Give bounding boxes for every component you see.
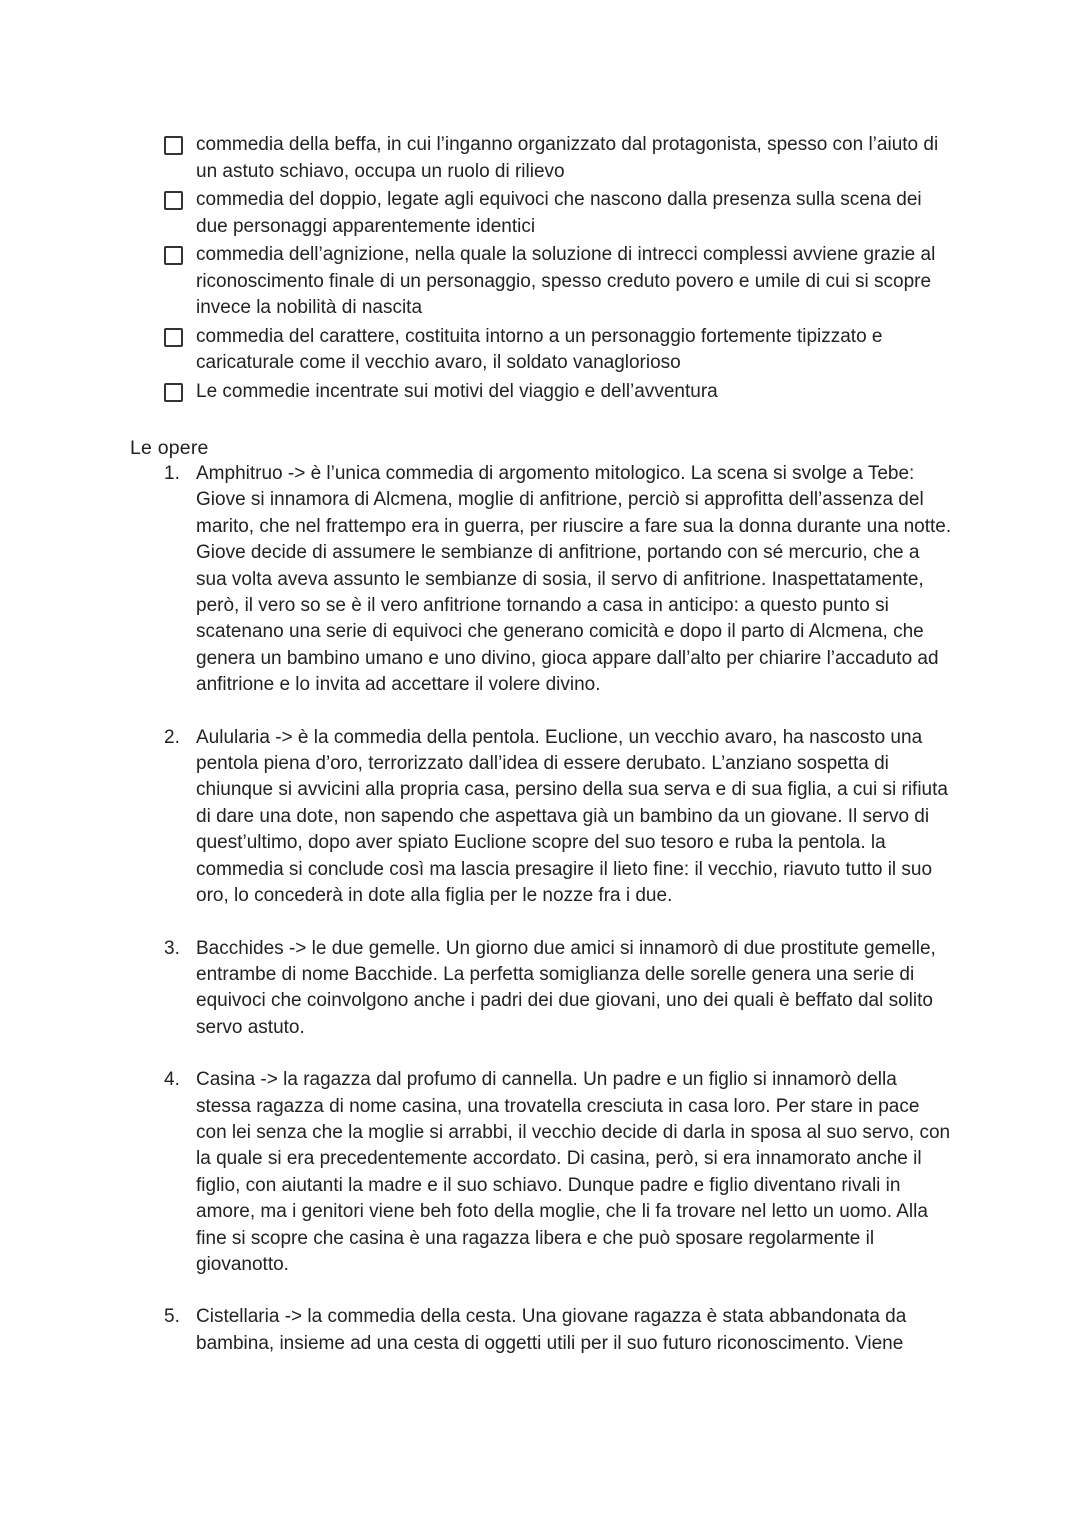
checklist-item-text: commedia della beffa, in cui l’inganno organizzato dal protagonista, spesso con l’aiuto di un astuto schiavo, occupa un ruolo di rilievo — [196, 134, 939, 182]
checkbox-icon[interactable] — [164, 191, 183, 210]
work-item-amphitruo — [164, 461, 954, 699]
work-text: Aulularia -> è la commedia della pentola. Euclione, un vecchio avaro, ha nascosto una pentola piena d’oro, terrorizzato dall’idea di essere derubato. L’anziano sospetta di chiunque si avvicini alla propria casa, persino della sua serva e di sua figlia, a cui si rifiuta di dare una dote, non sapendo che aspettava già un bambino da un giovane. Il servo di quest’ultimo, dopo aver spiato Euclione scopre del suo tesoro e ruba la pentola. la commedia si conclude così ma lascia presagire il lieto fine: il vecchio, riavuto tutto il suo oro, lo concederà in dote alla figlia per le nozze fra i due. — [196, 726, 948, 907]
work-item-aulularia — [164, 725, 954, 910]
section-title: Le opere — [130, 437, 209, 459]
work-text: Cistellaria -> la commedia della cesta. Una giovane ragazza è stata abbandonata da bambina, insieme ad una cesta di oggetti utili per il suo futuro riconoscimento. Viene — [196, 1306, 907, 1354]
checklist-item-text: commedia del doppio, legate agli equivoci che nascono dalla presenza sulla scena dei due personaggi apparentemente identici — [196, 189, 922, 237]
work-item-cistellaria — [164, 1304, 954, 1357]
checkbox-icon[interactable] — [164, 328, 183, 347]
checkbox-icon[interactable] — [164, 136, 183, 155]
checklist-item — [164, 324, 954, 377]
work-item-casina — [164, 1067, 954, 1278]
work-number: 3. — [164, 937, 180, 959]
checklist-item-text: Le commedie incentrate sui motivi del viaggio e dell’avventura — [196, 380, 718, 402]
checklist-item — [164, 132, 954, 185]
works-list — [164, 461, 954, 1383]
checklist-item-text: commedia del carattere, costituita intorno a un personaggio fortemente tipizzato e caricaturale come il vecchio avaro, il soldato vanaglorioso — [196, 325, 883, 373]
work-text: Amphitruo -> è l’unica commedia di argomento mitologico. La scena si svolge a Tebe: Giove si innamora di Alcmena, moglie di anfitrione, perciò si approfitta dell’assenza del marito, che nel frattempo era in guerra, per riuscire a fare sua la donna durante una notte. Giove decide di assumere le sembianze di anfitrione, portando con sé mercurio, che a sua volta aveva assunto le sembianze di sosia, il servo di anfitrione. Inaspettatamente, però, il vero so se è il vero anfitrione tornando a casa in anticipo: a questo punto si scatenano una serie di equivoci che generano comicità e dopo il parto di Alcmena, che genera un bambino umano e uno divino, gioca appare dall’alto per chiarire l’accaduto ad anfitrione e lo invita ad accettare il volere divino. — [196, 463, 952, 696]
work-number: 1. — [164, 463, 180, 484]
checklist-item — [164, 187, 954, 240]
checkbox-icon[interactable] — [164, 246, 183, 265]
checklist-item — [164, 242, 954, 322]
work-number: 2. — [164, 726, 180, 748]
work-number: 4. — [164, 1069, 180, 1091]
checklist-item — [164, 379, 954, 406]
comedy-types-checklist — [164, 132, 954, 407]
checkbox-icon[interactable] — [164, 383, 183, 402]
work-text: Casina -> la ragazza dal profumo di cannella. Un padre e un figlio si innamorò della stessa ragazza di nome casina, una trovatella cresciuta in casa loro. Per stare in pace con lei senza che la moglie si arrabbi, il vecchio decide di darla in sposa al suo servo, con la quale si era precedentemente accordato. Di casina, però, si era innamorato anche il figlio, con aiutanti la madre e il suo schiavo. Dunque padre e figlio diventano rivali in amore, ma i genitori viene beh foto della moglie, che li fa trovare nel letto un uomo. Alla fine si scopre che casina è una ragazza libera e che può sposare regolarmente il giovanotto. — [196, 1069, 951, 1275]
work-number: 5. — [164, 1306, 180, 1328]
work-text: Bacchides -> le due gemelle. Un giorno due amici si innamorò di due prostitute gemelle, entrambe di nome Bacchide. La perfetta somiglianza delle sorelle genera una serie di equivoci che coinvolgono anche i padri dei due giovani, uno dei quali è beffato dal solito servo astuto. — [196, 937, 936, 1038]
work-item-bacchides — [164, 936, 954, 1042]
checklist-item-text: commedia dell’agnizione, nella quale la soluzione di intrecci complessi avviene grazie al riconoscimento finale di un personaggio, spesso creduto povero e umile di cui si scopre invece la nobilità di nascita — [196, 244, 936, 318]
